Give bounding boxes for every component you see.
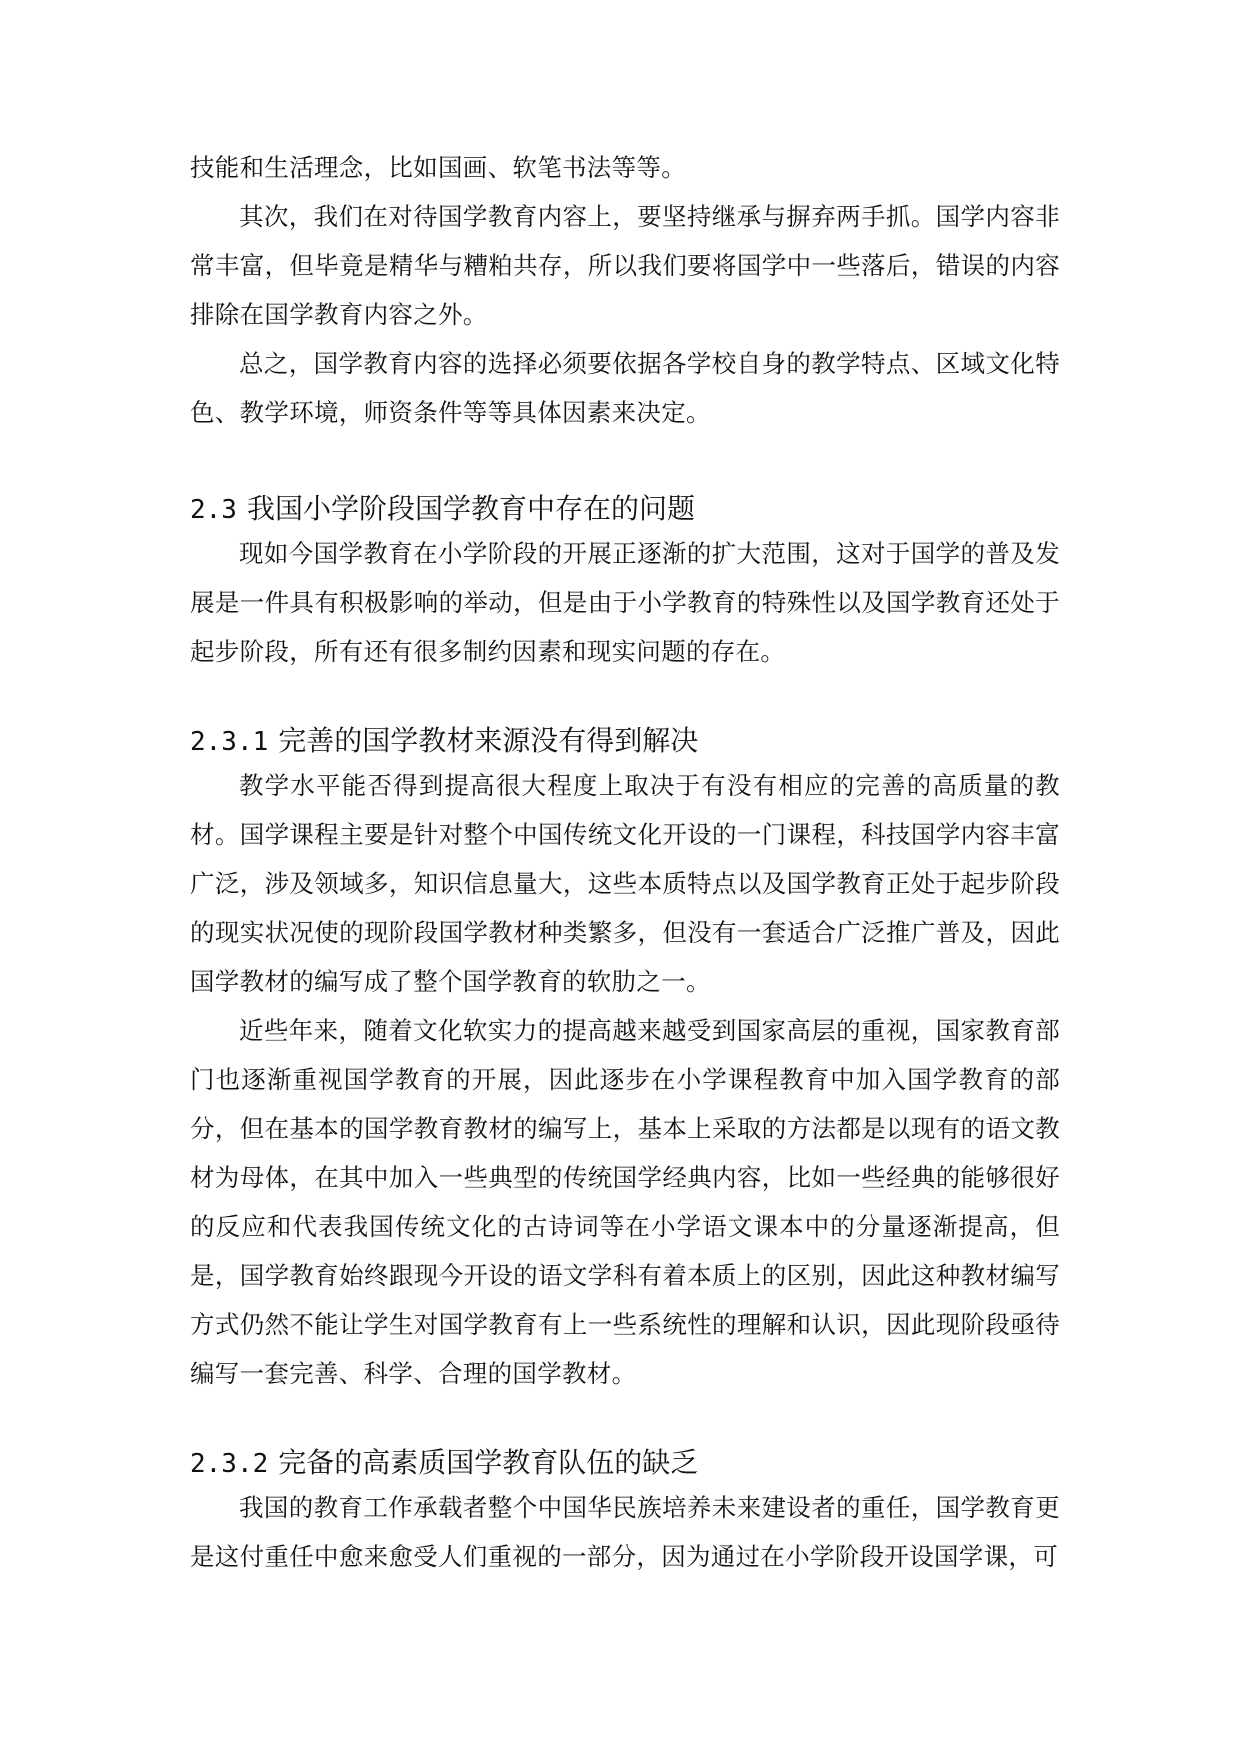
paragraph-summary: 总之，国学教育内容的选择必须要依据各学校自身的教学特点、区域文化特色、教学环境，师资条件等等具体因素来决定。: [190, 349, 1060, 427]
paragraph-textbook-quality: 教学水平能否得到提高很大程度上取决于有没有相应的完善的高质量的教材。国学课程主要是针对整个中国传统文化开设的一门课程，科技国学内容丰富广泛，涉及领域多，知识信息量大，这些本质特点以及国学教育正处于起步阶段的现实状况使的现阶段国学教材种类繁多，但没有一套适合广泛推广普及，因此国学教材的编写成了整个国学教育的软肋之一。: [190, 771, 1060, 996]
paragraph-teacher-team: 我国的教育工作承载者整个中国华民族培养未来建设者的重任，国学教育更是这付重任中愈来愈受人们重视的一部分，因为通过在小学阶段开设国学课，可: [190, 1493, 1060, 1571]
section-heading-2-3-2: [190, 1443, 1060, 1484]
paragraph-inheritance: 其次，我们在对待国学教育内容上，要坚持继承与摒弃两手抓。国学内容非常丰富，但毕竟是精华与糟粕共存，所以我们要将国学中一些落后，错误的内容排除在国学教育内容之外。: [190, 202, 1060, 329]
section-number: 2.3.2: [190, 1449, 269, 1479]
section-number: 2.3: [190, 495, 237, 525]
paragraph-recent-years: 近些年来，随着文化软实力的提高越来越受到国家高层的重视，国家教育部门也逐渐重视国学教育的开展，因此逐步在小学课程教育中加入国学教育的部分，但在基本的国学教育教材的编写上，基本上采取的方法都是以现有的语文教材为母体，在其中加入一些典型的传统国学经典内容，比如一些经典的能够很好的反应和代表我国传统文化的古诗词等在小学语文课本中的分量逐渐提高，但是，国学教育始终跟现今开设的语文学科有着本质上的区别，因此这种教材编写方式仍然不能让学生对国学教育有上一些系统性的理解和认识，因此现阶段亟待编写一套完善、科学、合理的国学教材。: [190, 1016, 1060, 1388]
section-title: 我国小学阶段国学教育中存在的问题: [246, 492, 695, 525]
section-heading-2-3: [190, 489, 1060, 530]
section-number: 2.3.1: [190, 727, 269, 757]
paragraph-section-2-3: 现如今国学教育在小学阶段的开展正逐渐的扩大范围，这对于国学的普及发展是一件具有积极影响的举动，但是由于小学教育的特殊性以及国学教育还处于起步阶段，所有还有很多制约因素和现实问题的存在。: [190, 539, 1060, 666]
paragraph-continued: 技能和生活理念，比如国画、软笔书法等等。: [190, 153, 686, 182]
section-heading-2-3-1: [190, 721, 1060, 762]
section-title: 完备的高素质国学教育队伍的缺乏: [278, 1446, 699, 1479]
section-title: 完善的国学教材来源没有得到解决: [278, 724, 699, 757]
